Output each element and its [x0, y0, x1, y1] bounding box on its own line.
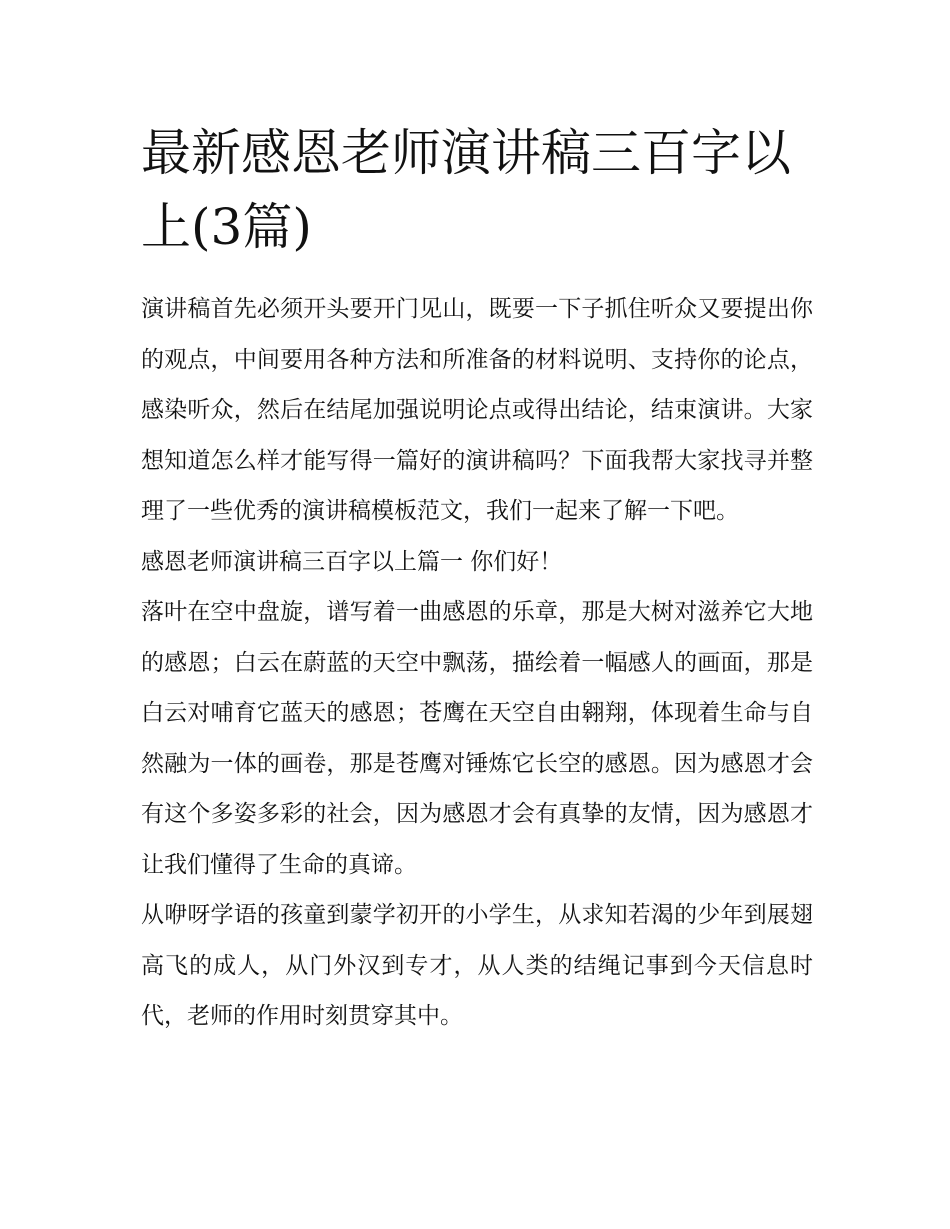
section-heading-paragraph: 感恩老师演讲稿三百字以上篇一 你们好！ [141, 548, 563, 575]
document-body [141, 284, 813, 1042]
intro-paragraph: 演讲稿首先必须开头要开门见山，既要一下子抓住听众又要提出你的观点，中间要用各种方法和所准备的材料说明、支持你的论点，感染听众，然后在结尾加强说明论点或得出结论，结束演讲。大家想知道怎么样才能写得一篇好的演讲稿吗？下面我帮大家找寻并整理了一些优秀的演讲稿模板范文，我们一起来了解一下吧。 [141, 296, 813, 524]
body-paragraph: 从咿呀学语的孩童到蒙学初开的小学生，从求知若渴的少年到展翅高飞的成人，从门外汉到专才，从人类的结绳记事到今天信息时代，老师的作用时刻贯穿其中。 [141, 902, 813, 1029]
body-paragraph: 落叶在空中盘旋，谱写着一曲感恩的乐章，那是大树对滋养它大地的感恩；白云在蔚蓝的天空中飘荡，描绘着一幅感人的画面，那是白云对哺育它蓝天的感恩；苍鹰在天空自由翱翔，体现着生命与自然融为一体的画卷，那是苍鹰对锤炼它长空的感恩。因为感恩才会有这个多姿多彩的社会，因为感恩才会有真挚的友情，因为感恩才让我们懂得了生命的真谛。 [141, 599, 813, 878]
document-title: 最新感恩老师演讲稿三百字以上(3篇) [141, 124, 791, 256]
document-page [141, 0, 813, 1042]
